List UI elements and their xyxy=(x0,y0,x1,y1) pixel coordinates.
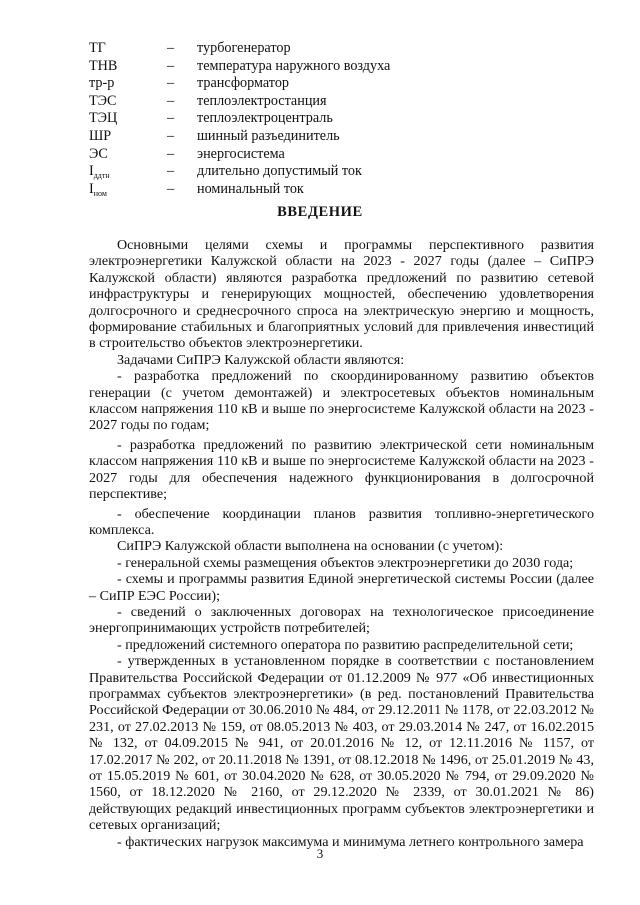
abbreviation-definition: теплоэлектростанция xyxy=(197,92,327,109)
abbreviation-definition: длительно допустимый ток xyxy=(197,163,362,180)
body-text xyxy=(89,237,594,850)
abbreviation-row xyxy=(89,40,569,58)
abbreviation-definition: трансформатор xyxy=(197,75,290,92)
abbreviation-dash: – xyxy=(167,163,175,180)
list-item: - разработка предложений по скоординированному развитию объектов генерации (с учетом демонтажей) и электросетевых объектов номинальным классом напряжения 110 кВ и выше по энергосистеме Калужской области на 2023 - 2027 годы по годам; xyxy=(89,368,594,434)
abbreviation-dash: – xyxy=(167,57,175,74)
abbreviation-row xyxy=(89,163,569,181)
list-item: - схемы и программы развития Единой энергетической системы России (далее – СиПР ЕЭС России); xyxy=(89,571,594,604)
list-item: - фактических нагрузок максимума и минимума летнего контрольного замера xyxy=(117,833,584,850)
abbreviation-row xyxy=(89,146,569,164)
paragraph: СиПРЭ Калужской области выполнена на основании (с учетом): xyxy=(117,538,504,555)
abbreviation-definition: температура наружного воздуха xyxy=(197,57,391,74)
list-item: - обеспечение координации планов развития топливно-энергетического комплекса. xyxy=(89,505,594,538)
abbreviation-row xyxy=(89,181,569,199)
paragraph: Основными целями схемы и программы перспективного развития электроэнергетики Калужской области на 2023 - 2027 годы (далее – СиПРЭ Калужской области) являются разработка предложений по развитию сетевой инфраструктуры и генерирующих мощностей, обеспечению удовлетворения долгосрочного и среднесрочного спроса на электрическую энергию и мощность, формирование стабильных и благоприятных условий для привлечения инвестиций в строительство объектов электроэнергетики. xyxy=(89,237,594,352)
abbreviation-term: ТЭЦ xyxy=(89,110,118,127)
abbreviation-term: ЭС xyxy=(89,145,108,162)
abbreviation-list xyxy=(89,40,569,198)
abbreviation-term: ШР xyxy=(89,127,112,144)
list-item: - предложений системного оператора по развитию распределительной сети; xyxy=(117,636,574,653)
abbreviation-row xyxy=(89,58,569,76)
abbreviation-definition: теплоэлектроцентраль xyxy=(197,110,333,127)
abbreviation-term: ТЭС xyxy=(89,92,117,109)
abbreviation-definition: номинальный ток xyxy=(197,180,304,197)
abbreviation-term: ТНВ xyxy=(89,57,118,74)
abbreviation-definition: шинный разъединитель xyxy=(197,127,340,144)
list-item: - утвержденных в установленном порядке в соответствии с постановлением Правительства Российской Федерации от 01.12.2009 № 977 «Об инвестиционных программах субъектов электроэнергетики» (в ред. постановлений Правительства Российской Федерации от 30.06.2010 № 484, от 29.12.2011 № 1178, от 22.03.2012 № 231, от 27.02.2013 № 159, от 08.05.2013 № 403, от 29.03.2014 № 247, от 16.02.2015 № 132, от 04.09.2015 № 941, от 20.01.2016 № 12, от 12.11.2016 № 1157, от 17.02.2017 № 202, от 20.11.2018 № 1391, от 08.12.2018 № 1496, от 25.01.2019 № 43, от 15.05.2019 № 601, от 30.04.2020 № 628, от 30.05.2020 № 794, от 29.09.2020 № 1560, от 18.12.2020 № 2160, от 29.12.2020 № 2339, от 30.01.2021 № 86) действующих редакций инвестиционных программ субъектов электроэнергетики и сетевых организаций; xyxy=(89,653,594,834)
abbreviation-definition: турбогенератор xyxy=(197,40,291,56)
paragraph: Задачами СиПРЭ Калужской области являются: xyxy=(117,351,405,368)
abbreviation-term: $I_{ном}$ xyxy=(89,180,107,198)
list-item: - генеральной схемы размещения объектов электроэнергетики до 2030 года; xyxy=(117,554,574,571)
abbreviation-row xyxy=(89,93,569,111)
abbreviation-dash: – xyxy=(167,127,175,144)
abbreviation-row xyxy=(89,110,569,128)
abbreviation-dash: – xyxy=(167,75,175,92)
list-item: - разработка предложений по развитию электрической сети номинальным классом напряжения 110 кВ и выше по энергосистеме Калужской области на 2023 - 2027 годы для обеспечения надежного функционирования в долгосрочной перспективе; xyxy=(89,436,594,503)
abbreviation-dash: – xyxy=(167,92,175,109)
section-heading: ВВЕДЕНИЕ xyxy=(277,204,363,220)
abbreviation-term: тр-р xyxy=(89,75,115,92)
abbreviation-row xyxy=(89,128,569,146)
abbreviation-dash: – xyxy=(167,110,175,127)
page-number: 3 xyxy=(316,846,324,861)
abbreviation-dash: – xyxy=(167,180,175,197)
abbreviation-row xyxy=(89,75,569,93)
list-item: - сведений о заключенных договорах на технологическое присоединение энергопринимающих устройств потребителей; xyxy=(89,603,594,637)
abbreviation-definition: энергосистема xyxy=(197,145,285,162)
abbreviation-term: ТГ xyxy=(89,40,106,56)
abbreviation-term: $I_{ддтн}$ xyxy=(89,163,110,181)
abbreviation-dash: – xyxy=(167,145,175,162)
abbreviation-dash: – xyxy=(167,40,175,56)
